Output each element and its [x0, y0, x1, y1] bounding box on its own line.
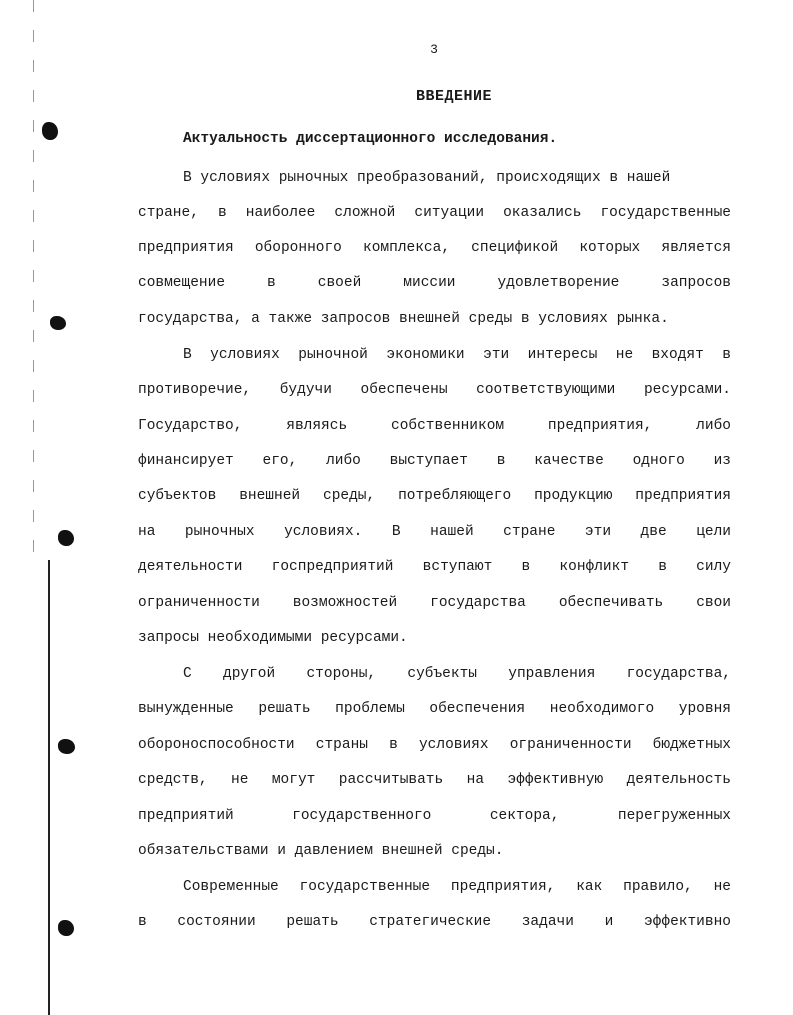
- binding-hole-mark: [58, 530, 74, 546]
- text-line: С другой стороны, субъекты управления государства,: [183, 666, 731, 682]
- text-line: в состоянии решать стратегические задачи и эффективно: [138, 914, 731, 930]
- binding-hole-mark: [42, 122, 58, 140]
- text-line: стране, в наиболее сложной ситуации оказались государственные: [138, 205, 731, 221]
- text-line: обязательствами и давлением внешней среды.: [138, 843, 504, 859]
- text-line: запросы необходимыми ресурсами.: [138, 630, 408, 646]
- text-line: деятельности госпредприятий вступают в конфликт в силу: [138, 559, 731, 575]
- text-line: средств, не могут рассчитывать на эффективную деятельность: [138, 772, 731, 788]
- text-line: Государство, являясь собственником предприятия, либо: [138, 418, 731, 434]
- text-line: государства, а также запросов внешней среды в условиях рынка.: [138, 311, 669, 327]
- text-line: финансирует его, либо выступает в качестве одного из: [138, 453, 731, 469]
- text-line: вынужденные решать проблемы обеспечения необходимого уровня: [138, 701, 731, 717]
- text-line: Современные государственные предприятия, как правило, не: [183, 879, 731, 895]
- text-line: на рыночных условиях. В нашей стране эти две цели: [138, 524, 731, 540]
- binding-hole-mark: [50, 316, 66, 330]
- margin-scan-rule: [48, 560, 50, 1015]
- page-title: ВВЕДЕНИЕ: [415, 88, 492, 105]
- section-subtitle: Актуальность диссертационного исследования.: [183, 131, 558, 147]
- text-line: В условиях рыночной экономики эти интересы не входят в: [183, 347, 731, 363]
- binding-hole-mark: [58, 739, 75, 754]
- margin-scan-rule-faint: [33, 0, 34, 560]
- text-line: обороноспособности страны в условиях ограниченности бюджетных: [138, 737, 731, 753]
- text-line: субъектов внешней среды, потребляющего продукцию предприятия: [138, 488, 731, 504]
- text-line: предприятия оборонного комплекса, спецификой которых является: [138, 240, 731, 256]
- page-number: 3: [430, 42, 438, 57]
- text-line: В условиях рыночных преобразований, происходящих в нашей: [183, 170, 671, 186]
- binding-hole-mark: [58, 920, 74, 936]
- text-line: ограниченности возможностей государства обеспечивать свои: [138, 595, 731, 611]
- text-line: предприятий государственного сектора, перегруженных: [138, 808, 731, 824]
- text-line: совмещение в своей миссии удовлетворение запросов: [138, 275, 731, 291]
- text-line: противоречие, будучи обеспечены соответствующими ресурсами.: [138, 382, 731, 398]
